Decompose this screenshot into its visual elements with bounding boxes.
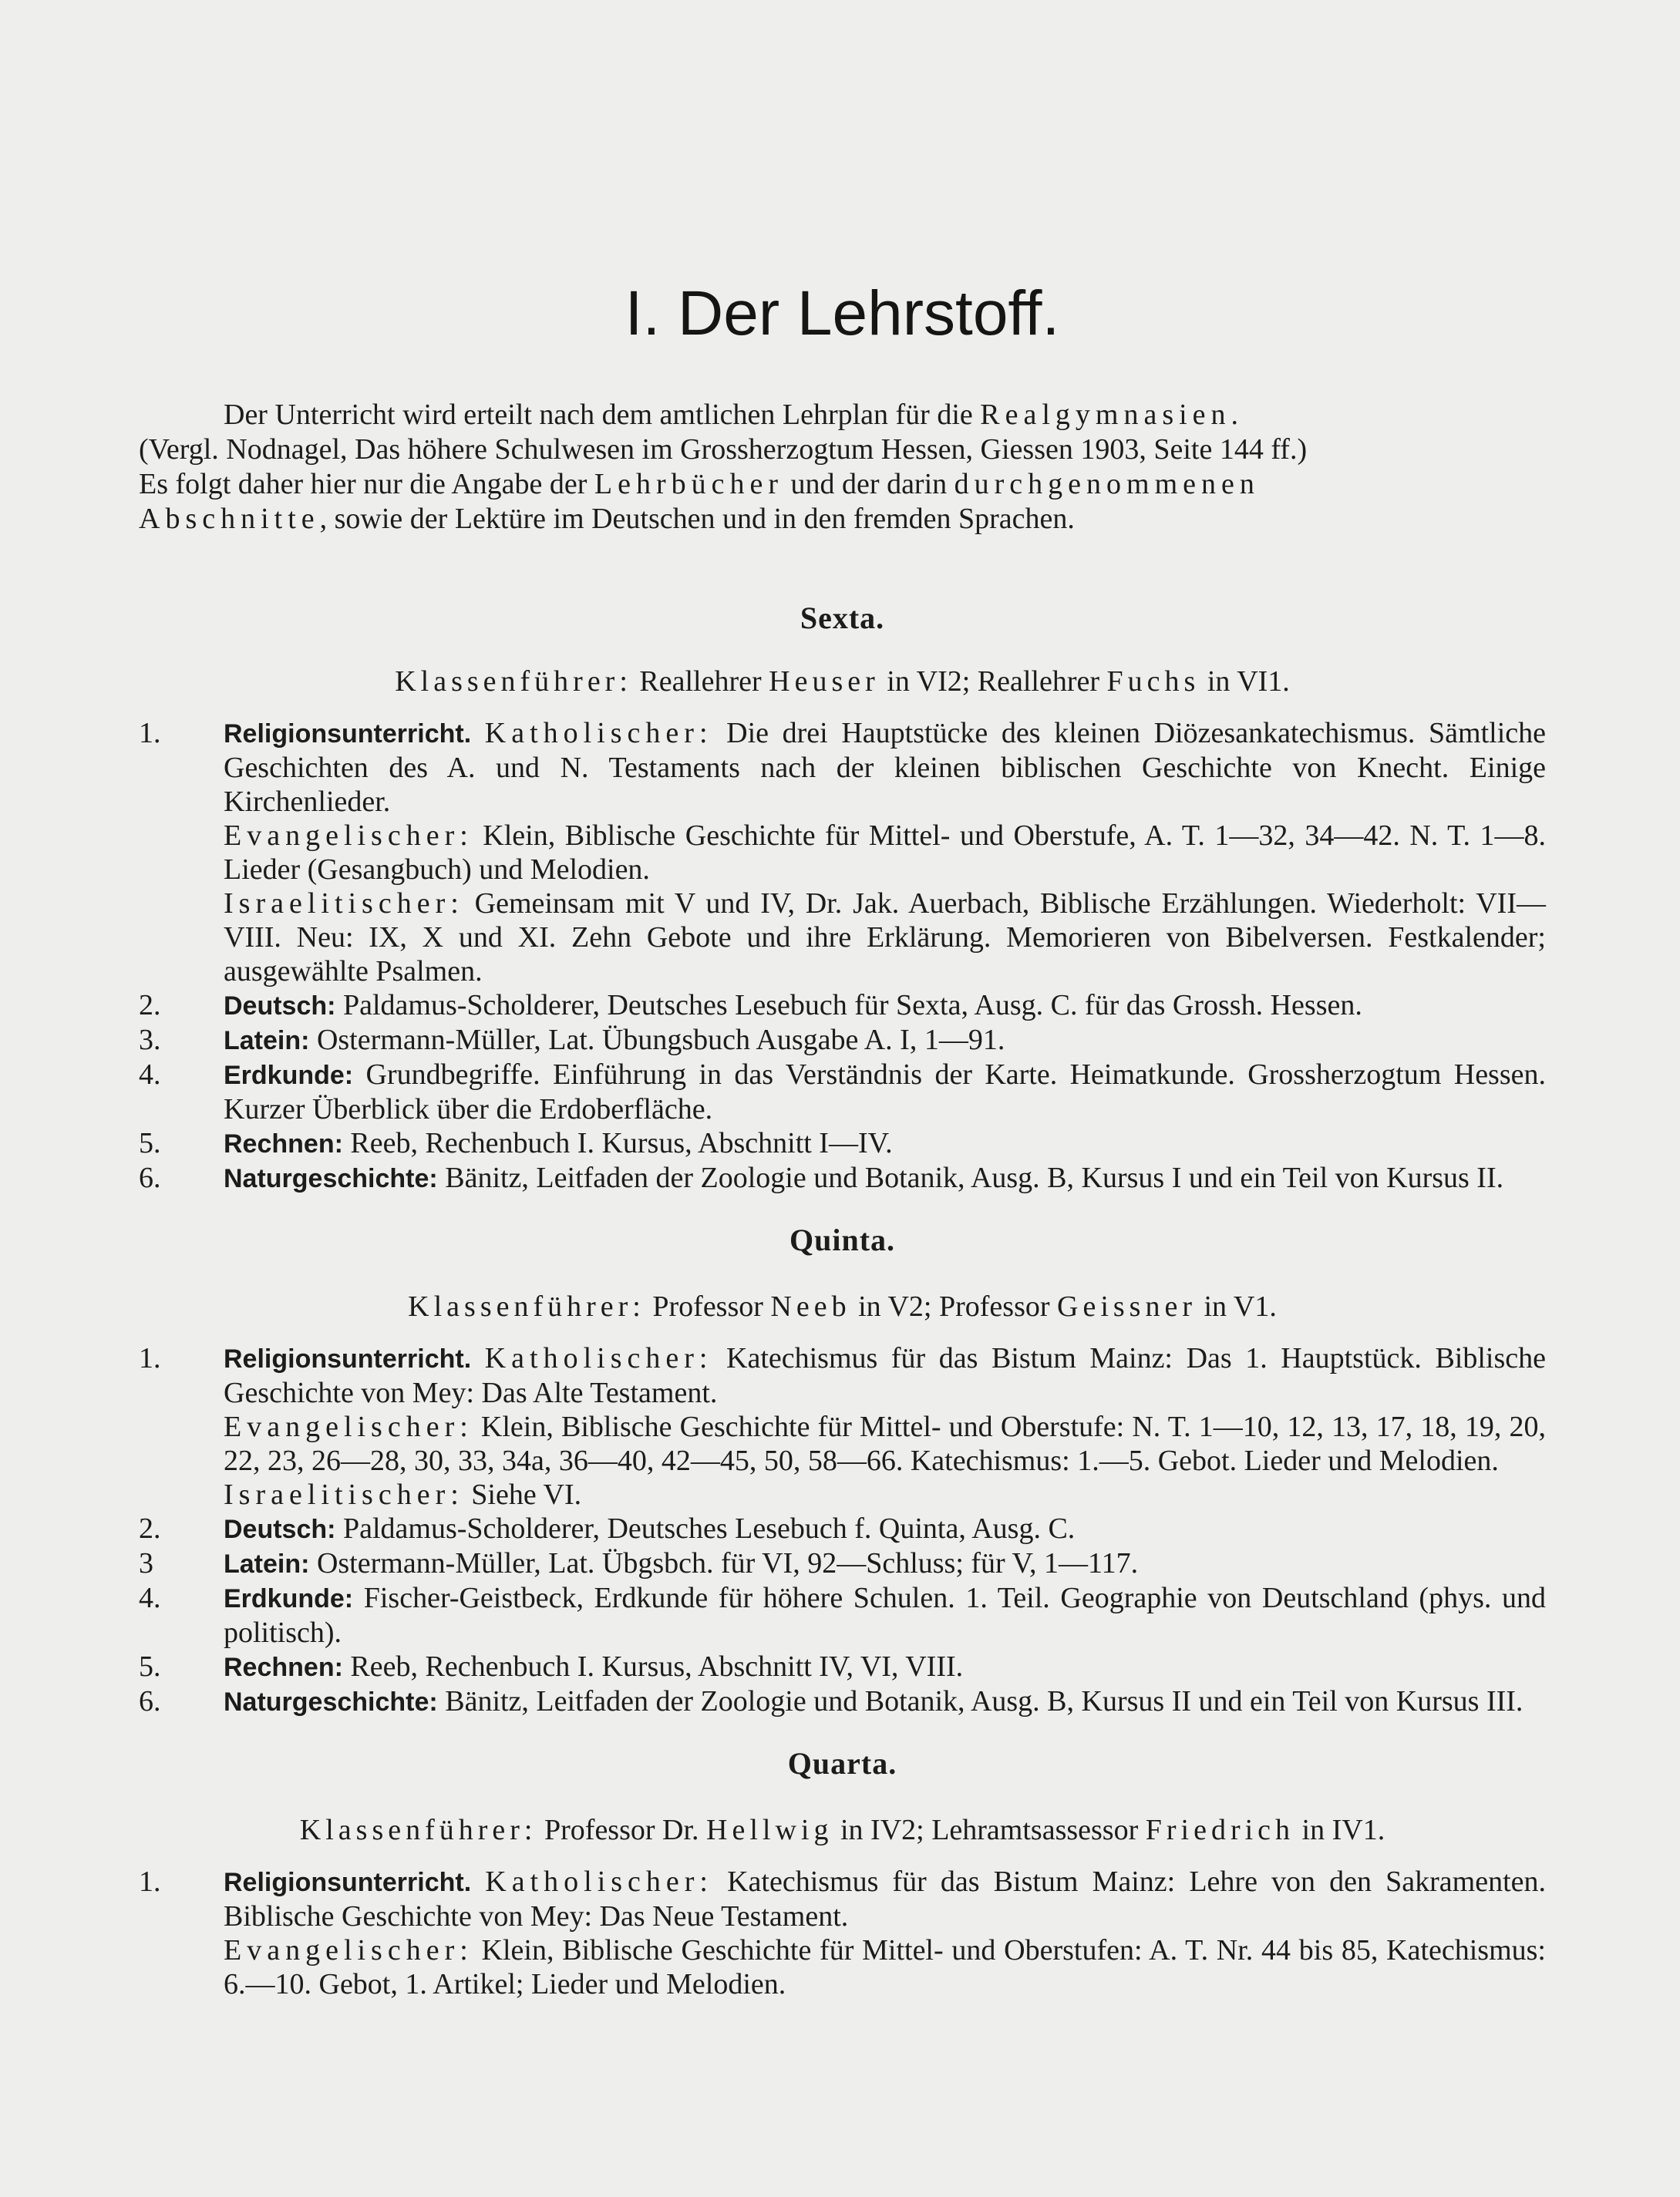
- teacher-name: Fuchs: [1106, 665, 1200, 698]
- class-leaders-text: in V2; Professor: [850, 1290, 1058, 1323]
- class-leaders-quarta: [139, 1812, 1546, 1848]
- subject-item: [139, 1161, 1546, 1196]
- item-number: 1.: [139, 1342, 161, 1374]
- denomination-label: Katholischer:: [484, 717, 713, 749]
- denomination-block: [224, 1410, 1546, 1478]
- subject-name: Deutsch:: [224, 991, 336, 1021]
- denomination-label: Katholischer:: [485, 1866, 713, 1898]
- class-leaders-text: Reallehrer: [631, 665, 769, 698]
- denomination-text: Klein, Biblische Geschichte für Mittel- und Oberstufe: N. T. 1—10, 12, 13, 17, 18, 19, 20, 22, 23, 26—28, 30, 33, 34a, 36—40, 42—45, 50, 58—66. Katechismus: 1.—5. Gebot. Lieder und Melodien.: [224, 1411, 1546, 1477]
- class-leaders-text: in VI1.: [1200, 665, 1290, 698]
- denomination-label: Katholischer:: [484, 1342, 713, 1374]
- intro-spaced: Lehrbücher: [594, 468, 784, 500]
- denomination-label: Israelitischer:: [224, 1479, 464, 1511]
- intro-line: [139, 398, 1546, 432]
- subject-text: Ostermann-Müller, Lat. Übungsbuch Ausgabe A. I, 1—91.: [309, 1024, 1005, 1056]
- subject-item: [139, 716, 1546, 988]
- denomination-block: [224, 1933, 1546, 2001]
- intro-line: [139, 502, 1546, 537]
- subject-item: [139, 1058, 1546, 1126]
- class-leaders-text: in IV2; Lehramtsassessor: [833, 1814, 1146, 1846]
- subject-name: Erdkunde:: [224, 1061, 354, 1090]
- subject-name: Erdkunde:: [224, 1584, 354, 1613]
- class-leaders-label: Klassenführer:: [299, 1814, 537, 1846]
- item-number: 4.: [139, 1582, 161, 1614]
- subject-name: Naturgeschichte:: [224, 1687, 438, 1717]
- page-content: [139, 278, 1546, 2001]
- subject-list-quarta: [139, 1865, 1546, 2001]
- item-number: 2.: [139, 1512, 161, 1545]
- denomination-text: Katechismus für das Bistum Mainz: Das 1. Hauptstück. Biblische Geschichte von Mey: Das Alte Testament.: [224, 1342, 1546, 1409]
- class-leaders-label: Klassenführer:: [395, 665, 632, 698]
- denomination-block: [224, 1478, 1546, 1512]
- item-number: 1.: [139, 717, 161, 749]
- subject-item: [139, 1546, 1546, 1581]
- denomination-text: Katechismus für das Bistum Mainz: Lehre von den Sakramenten. Biblische Geschichte von Mey: Das Neue Testament.: [224, 1866, 1547, 1933]
- denomination-label: Israelitischer:: [224, 887, 464, 920]
- subject-item: [139, 1512, 1546, 1546]
- item-number: 6.: [139, 1162, 161, 1194]
- subject-text: Reeb, Rechenbuch I. Kursus, Abschnitt IV, VI, VIII.: [342, 1650, 964, 1683]
- class-leaders-text: in V1.: [1197, 1290, 1277, 1323]
- denomination-text: Klein, Biblische Geschichte für Mittel- und Oberstufe, A. T. 1—32, 34—42. N. T. 1—8. Lieder (Gesangbuch) und Melodien.: [224, 819, 1546, 886]
- teacher-name: Friedrich: [1145, 1814, 1295, 1846]
- denomination-label: Evangelischer:: [224, 1934, 473, 1967]
- intro-text: und der darin: [783, 468, 954, 500]
- denomination-text: Die drei Hauptstücke des kleinen Diözesankatechismus. Sämtliche Geschichten des A. und N. Testaments nach der kleinen biblischen Geschichte von Knecht. Einige Kirchenlieder.: [224, 717, 1547, 818]
- subject-name: Religionsunterricht.: [224, 719, 472, 749]
- denomination-text: Klein, Biblische Geschichte für Mittel- und Oberstufen: A. T. Nr. 44 bis 85, Katechismus: 6.—10. Gebot, 1. Artikel; Lieder und Melodien.: [224, 1934, 1546, 2000]
- denomination-text: Gemeinsam mit V und IV, Dr. Jak. Auerbach, Biblische Erzählungen. Wiederholt: VII—VIII. Neu: IX, X und XI. Zehn Gebote und ihre Erklärung. Memorieren von Bibelversen. Festkalender; ausgewählte Psalmen.: [224, 887, 1546, 987]
- denomination-text: Siehe VI.: [463, 1479, 582, 1511]
- item-number: 4.: [139, 1058, 161, 1091]
- subject-item: [139, 1126, 1546, 1161]
- subject-text: Fischer-Geistbeck, Erdkunde für höhere Schulen. 1. Teil. Geographie von Deutschland (phys. und politisch).: [224, 1582, 1546, 1649]
- item-number: 1.: [139, 1866, 161, 1898]
- subject-name: Rechnen:: [224, 1129, 343, 1159]
- denomination-block: [224, 819, 1546, 887]
- subject-item: [139, 1341, 1546, 1512]
- subject-name: Rechnen:: [224, 1653, 343, 1682]
- subject-text: Bänitz, Leitfaden der Zoologie und Botanik, Ausg. B, Kursus I und ein Teil von Kursus II.: [437, 1162, 1504, 1194]
- intro-text: Der Unterricht wird erteilt nach dem amtlichen Lehrplan für die: [224, 399, 981, 431]
- item-number: 6.: [139, 1685, 161, 1718]
- subject-item: [139, 1684, 1546, 1719]
- section-title-quarta: Quarta.: [787, 1746, 897, 1781]
- item-number: 5.: [139, 1127, 161, 1159]
- subject-text: Paldamus-Scholderer, Deutsches Lesebuch für Sexta, Ausg. C. für das Grossh. Hessen.: [335, 989, 1362, 1021]
- subject-text: Bänitz, Leitfaden der Zoologie und Botanik, Ausg. B, Kursus II und ein Teil von Kursus III.: [437, 1685, 1523, 1718]
- subject-name: Latein:: [224, 1026, 310, 1055]
- teacher-name: Hellwig: [706, 1814, 833, 1846]
- class-leaders-quinta: [139, 1289, 1546, 1324]
- subject-item: [139, 1581, 1546, 1650]
- denomination-label: Evangelischer:: [224, 819, 473, 852]
- subject-text: Paldamus-Scholderer, Deutsches Lesebuch f. Quinta, Ausg. C.: [335, 1512, 1076, 1545]
- intro-spaced: Abschnitte: [139, 503, 320, 535]
- teacher-name: Geissner: [1057, 1290, 1197, 1323]
- intro-text: , sowie der Lektüre im Deutschen und in den fremden Sprachen.: [319, 503, 1075, 535]
- subject-list-quinta: [139, 1341, 1546, 1719]
- section-title-quinta: Quinta.: [789, 1223, 896, 1257]
- subject-item: [139, 1865, 1546, 2001]
- subject-list-sexta: [139, 716, 1546, 1196]
- item-number: 2.: [139, 989, 161, 1021]
- class-leaders-label: Klassenführer:: [408, 1290, 645, 1323]
- denomination-label: Evangelischer:: [224, 1411, 473, 1443]
- item-number: 3.: [139, 1024, 161, 1056]
- subject-item: [139, 1023, 1546, 1058]
- intro-text: Es folgt daher hier nur die Angabe der: [139, 468, 594, 500]
- teacher-name: Neeb: [770, 1290, 851, 1323]
- subject-name: Naturgeschichte:: [224, 1164, 438, 1193]
- class-leaders-text: Professor: [645, 1290, 771, 1323]
- item-number: 3: [139, 1547, 153, 1580]
- section-title-sexta: Sexta.: [800, 601, 885, 635]
- intro-line: (Vergl. Nodnagel, Das höhere Schulwesen im Grossherzogtum Hessen, Giessen 1903, Seite 144 ff.): [139, 433, 1308, 466]
- item-number: 5.: [139, 1650, 161, 1683]
- denomination-block: [224, 887, 1546, 988]
- subject-name: Religionsunterricht.: [224, 1344, 472, 1374]
- class-leaders-sexta: [139, 664, 1546, 699]
- intro-spaced: durchgenommenen: [954, 468, 1260, 500]
- subject-name: Deutsch:: [224, 1515, 336, 1544]
- subject-text: Ostermann-Müller, Lat. Übgsbch. für VI, 92—Schluss; für V, 1—117.: [309, 1547, 1139, 1580]
- teacher-name: Heuser: [769, 665, 880, 698]
- subject-item: [139, 1650, 1546, 1684]
- subject-name: Latein:: [224, 1549, 310, 1579]
- intro-line: [139, 467, 1546, 502]
- class-leaders-text: Professor Dr.: [537, 1814, 707, 1846]
- intro-paragraph: [139, 398, 1546, 537]
- class-leaders-text: in VI2; Reallehrer: [879, 665, 1107, 698]
- subject-text: Grundbegriffe. Einführung in das Verständnis der Karte. Heimatkunde. Grossherzogtum Hessen. Kurzer Überblick über die Erdoberfläche.: [224, 1058, 1546, 1125]
- subject-text: Reeb, Rechenbuch I. Kursus, Abschnitt I—IV.: [342, 1127, 893, 1159]
- subject-name: Religionsunterricht.: [224, 1868, 472, 1897]
- subject-item: [139, 988, 1546, 1023]
- class-leaders-text: in IV1.: [1295, 1814, 1385, 1846]
- intro-spaced: Realgymnasien.: [980, 399, 1244, 431]
- page-title: I. Der Lehrstoff.: [625, 278, 1060, 348]
